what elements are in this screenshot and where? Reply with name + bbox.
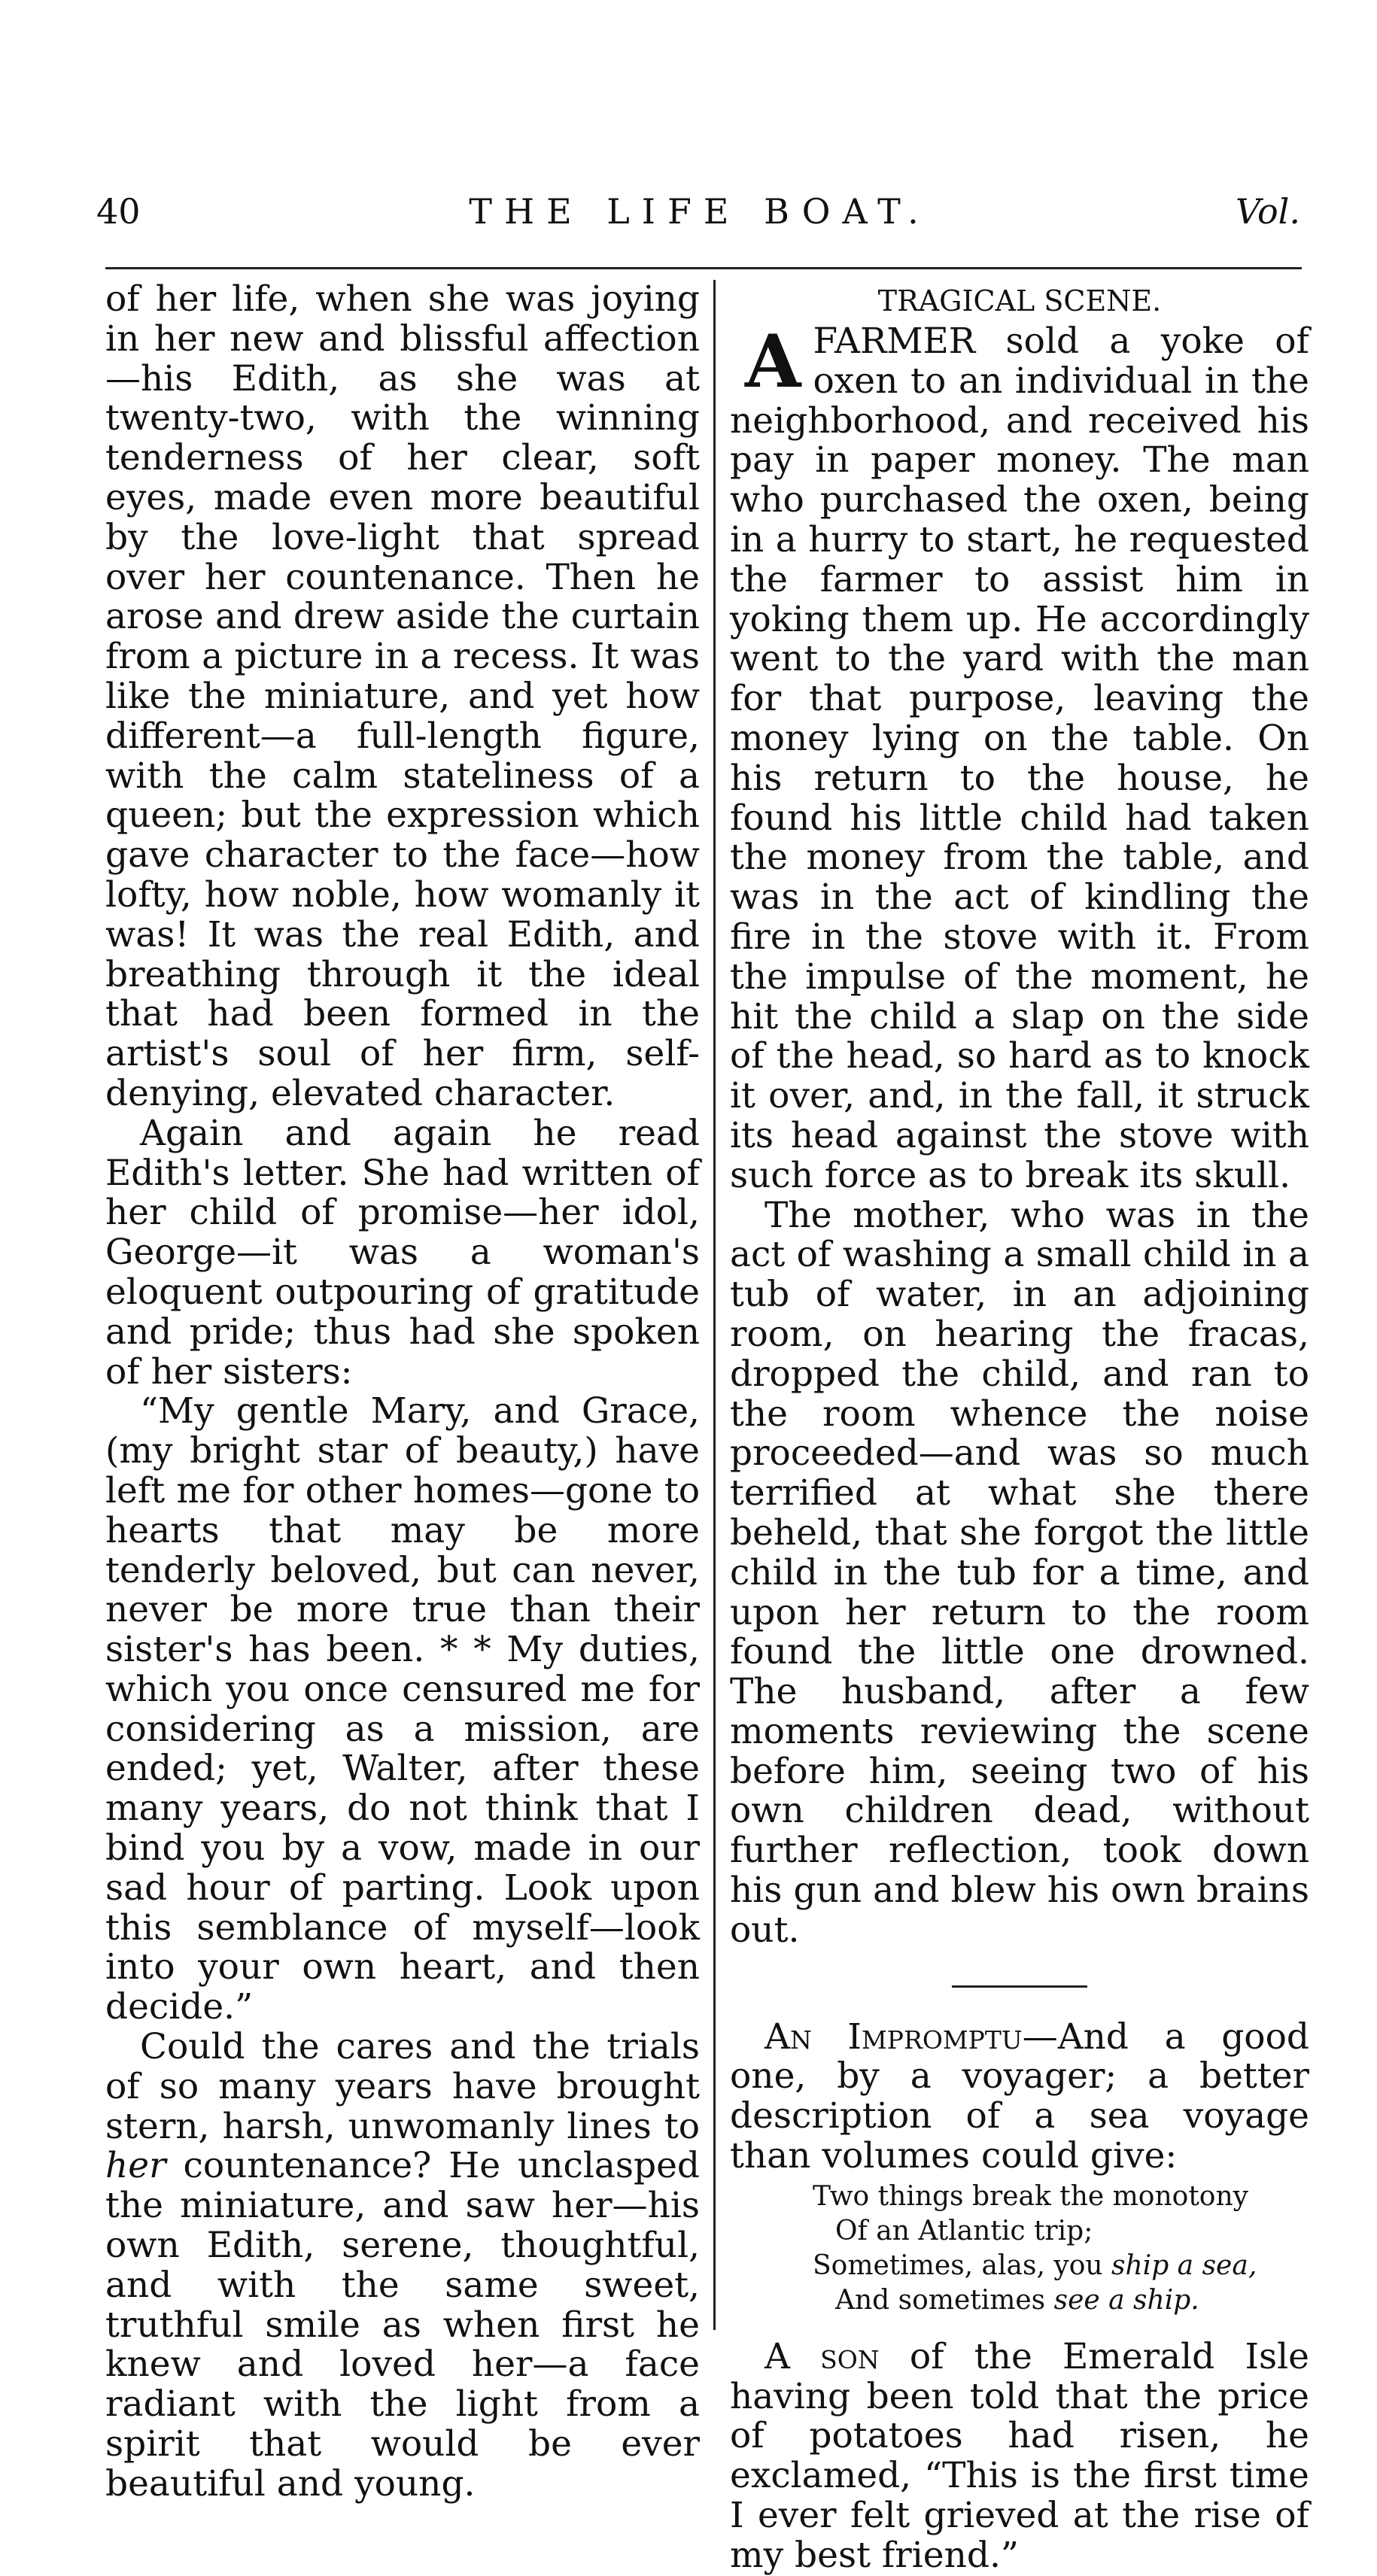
poem (730, 2180, 1309, 2318)
left-paragraph-4 (105, 2028, 700, 2505)
running-title: THE LIFE BOAT. (469, 191, 931, 232)
left-p4-emphasis: her (105, 2145, 166, 2187)
impromptu-paragraph (730, 2018, 1309, 2177)
article-heading: TRAGICAL SCENE. (877, 284, 1162, 317)
page-number: 40 (96, 191, 141, 232)
left-p4-text-b: countenance? He unclasped the miniature, and saw her—his own Edith, serene, thoughtful, and with the same sweet, truthful smile as when first he knew and loved her—a face radiant with the light from a spirit that would be ever beautiful and young. (105, 2145, 700, 2505)
poem-line-3-text: Sometimes, alas, you (813, 2249, 1112, 2281)
poem-line-3-emphasis: ship a sea, (1111, 2249, 1257, 2281)
poem-line-1: Two things break the monotony (813, 2180, 1248, 2212)
left-column (105, 280, 700, 2505)
impromptu-lead: An Impromptu (764, 2016, 1023, 2058)
right-paragraph-2: The mother, who was in the act of washing a small child in a tub of water, in an adjoining room, on hearing the fracas, dropped the child, and ran to the room whence the noise proceeded—and was so much terrified at what she there beheld, that she forgot the little child in the tub for a time, and upon her return to the room found the little one drowned. The husband, after a few moments reviewing the scene before him, seeing two of his own children dead, without further reflection, took down his gun and blew his own brains out. (730, 1194, 1309, 1951)
left-paragraph-3-letter: “My gentle Mary, and Grace, (my bright star of beauty,) have left me for other homes—gone to hearts that may be more tenderly beloved, but can never, never be more true than their sister's has been. * * My duties, which you once censured me for considering as a mission, are ended; yet, Walter, after these many years, do not think that I bind you by a vow, made in our sad hour of parting. Look upon this semblance of myself—look into your own heart, and then decide.” (105, 1390, 700, 2028)
volume-label: Vol. (1235, 191, 1300, 232)
left-paragraph-1: of her life, when she was joying in her new and blissful affection—his Edith, as she was at twenty-two, with the winning tenderness of her clear, soft eyes, made even more beautiful by the love-light that spread over her countenance. Then he arose and drew aside the curtain from a picture in a recess. It was like the miniature, and yet how different—a full-length figure, with the calm stateliness of a queen; but the expression which gave character to the face—how lofty, how noble, how womanly it was! It was the real Edith, and breathing through it the ideal that had been formed in the artist's soul of her firm, self-denying, elevated character. (105, 278, 700, 1114)
poem-line-2: Of an Atlantic trip; (835, 2215, 1093, 2246)
poem-line-4-text: And sometimes (835, 2284, 1054, 2316)
drop-cap-letter: A (745, 319, 801, 404)
header-rule (105, 267, 1302, 269)
left-p4-text-a: Could the cares and the trials of so many years have brought stern, harsh, unwomanly lines to (105, 2026, 700, 2147)
column-divider (713, 280, 716, 2330)
left-paragraph-2: Again and again he read Edith's letter. She had written of her child of promise—her idol, George—it was a woman's eloquent outpouring of gratitude and pride; thus had she spoken of her sisters: (105, 1112, 700, 1393)
poem-line-4 (730, 2283, 1309, 2318)
impromptu-text: —And a good one, by a voyager; a better description of a sea voyage than volumes could give: (730, 2016, 1309, 2177)
emerald-isle-paragraph (730, 2335, 1309, 2576)
right-column (730, 280, 1309, 2576)
tragical-scene-article (730, 319, 1309, 1196)
page-header (90, 188, 1309, 241)
poem-line-4-emphasis: see a ship. (1053, 2284, 1199, 2316)
emerald-text: of the Emerald Isle having been told that the price of potatoes had risen, he exclamed, “This is the first time I ever felt grieved at the rise of my best friend.” (730, 2335, 1309, 2576)
right-paragraph-1: FARMER sold a yoke of oxen to an individual in the neighborhood, and received his pay in paper money. The man who purchased the oxen, being in a hurry to start, he requested the farmer to assist him in yoking them up. He accordingly went to the yard with the man for that purpose, leaving the money lying on the table. On his return to the house, he found his little child had taken the money from the table, and was in the act of kindling the fire in the stove with it. From the impulse of the moment, he hit the child a slap on the side of the head, so hard as to knock it over, and, in the fall, it struck its head against the stove with such force as to break its skull. (730, 320, 1309, 1196)
poem-line-3 (730, 2249, 1309, 2283)
section-divider (952, 1985, 1087, 1988)
emerald-lead: A son (764, 2335, 880, 2377)
